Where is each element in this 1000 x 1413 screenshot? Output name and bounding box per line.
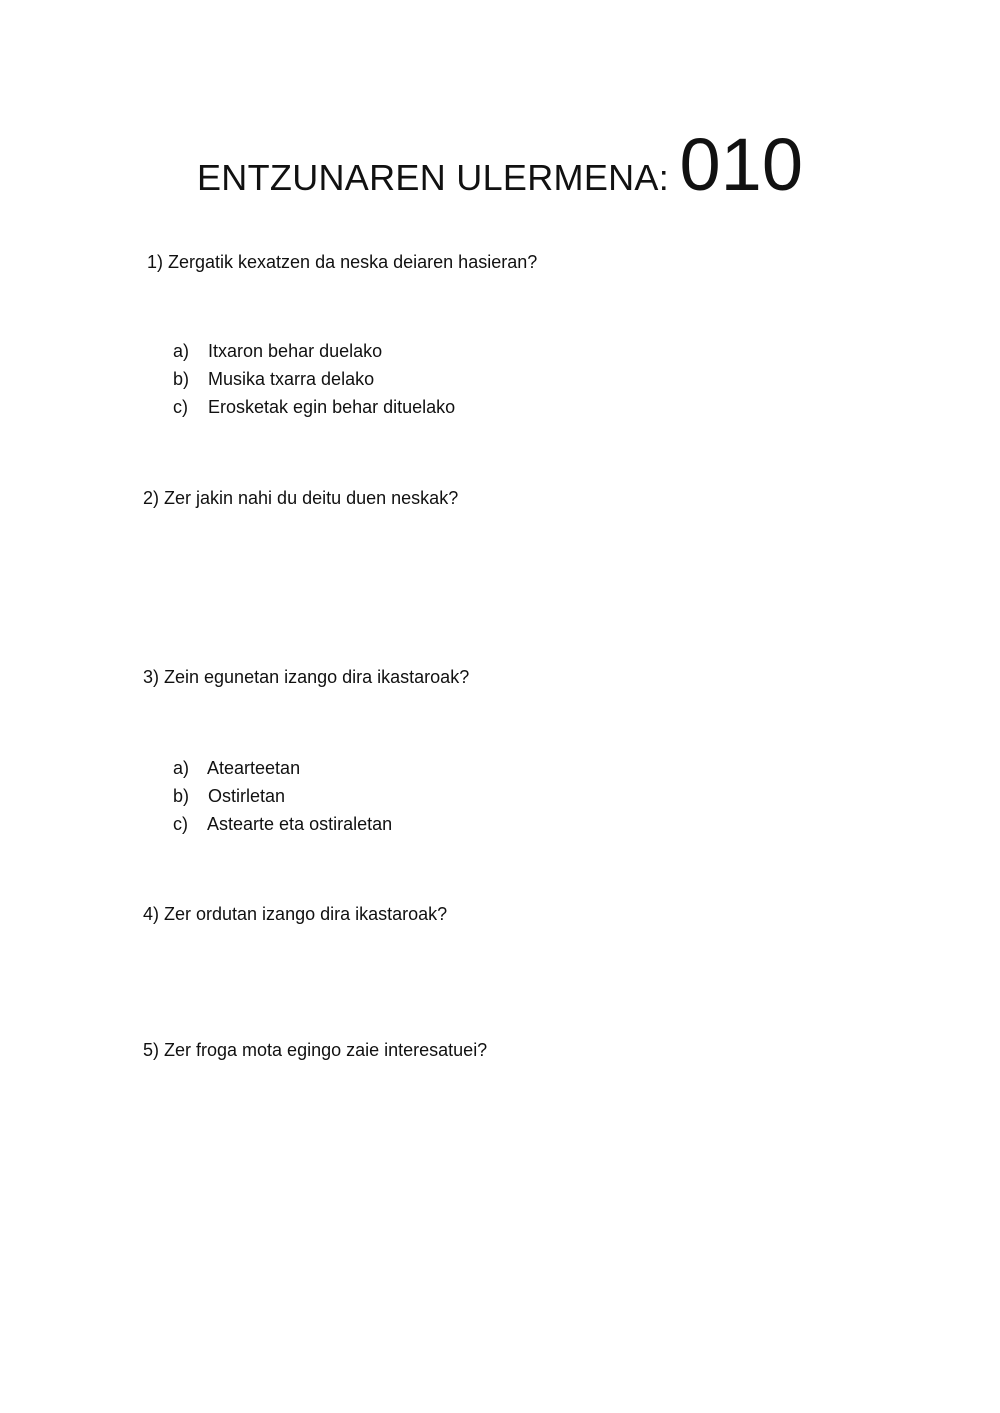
title-text: ENTZUNAREN ULERMENA: [197, 157, 670, 198]
question-1-option-a [173, 340, 382, 362]
option-text: Erosketak egin behar dituelako [208, 397, 456, 417]
option-text: Itxaron behar duelako [208, 341, 383, 361]
question-3-option-b [173, 785, 285, 807]
question-1-option-c [173, 396, 455, 418]
option-letter: b) [173, 786, 190, 806]
option-letter: c) [173, 814, 188, 834]
option-text: Astearte eta ostiraletan [207, 814, 393, 834]
option-letter: c) [173, 397, 188, 417]
question-1: 1) Zergatik kexatzen da neska deiaren hasieran? [147, 252, 538, 272]
option-letter: b) [173, 369, 190, 389]
option-text: Atearteetan [207, 758, 301, 778]
option-letter: a) [173, 758, 190, 778]
title-number: 010 [679, 123, 803, 206]
question-2: 2) Zer jakin nahi du deitu duen neskak? [143, 488, 459, 508]
question-3-option-a [173, 757, 300, 779]
page-title [0, 123, 1000, 206]
option-text: Ostirletan [208, 786, 286, 806]
question-4: 4) Zer ordutan izango dira ikastaroak? [143, 904, 448, 924]
question-3-option-c [173, 813, 392, 835]
option-text: Musika txarra delako [208, 369, 375, 389]
option-letter: a) [173, 341, 190, 361]
question-1-option-b [173, 368, 374, 390]
question-3: 3) Zein egunetan izango dira ikastaroak? [143, 667, 470, 687]
question-5: 5) Zer froga mota egingo zaie interesatuei? [143, 1040, 488, 1060]
